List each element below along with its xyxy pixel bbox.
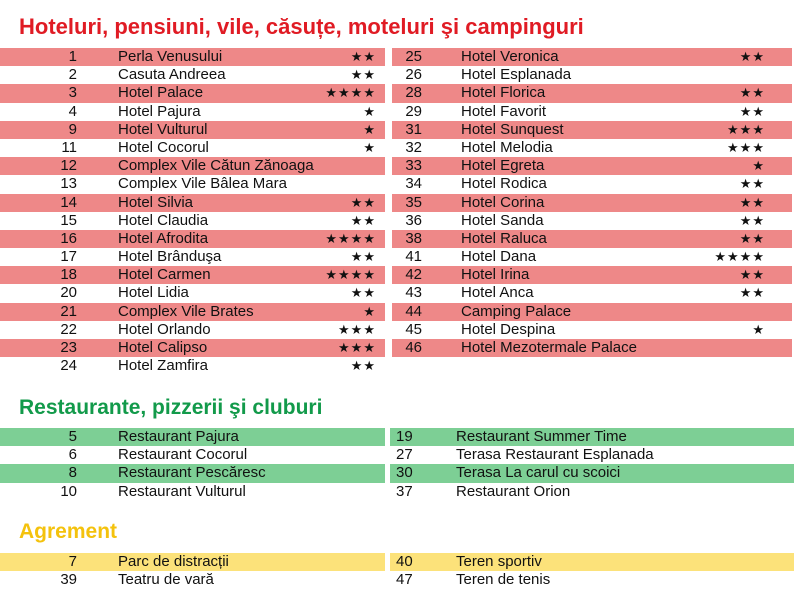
list-item	[0, 194, 385, 212]
list-item	[0, 48, 385, 66]
list-item	[0, 212, 385, 230]
item-number: 42	[405, 266, 422, 284]
list-item	[392, 66, 792, 84]
star-rating-icon: ★★	[350, 212, 376, 228]
list-item	[392, 157, 792, 175]
hotels-right-column	[392, 48, 792, 357]
star-rating-icon: ★★★	[727, 139, 765, 155]
item-name: Hotel Calipso	[118, 339, 208, 356]
item-name: Hotel Zamfira	[118, 357, 209, 375]
item-number: 31	[405, 120, 422, 138]
item-number: 44	[405, 302, 422, 320]
list-item	[0, 139, 385, 157]
star-rating-icon: ★★★★	[325, 85, 376, 101]
list-item	[0, 248, 385, 266]
item-name: Hotel Veronica	[461, 48, 559, 65]
item-name: Restaurant Orion	[456, 482, 571, 500]
item-number: 27	[396, 446, 413, 464]
item-number: 4	[68, 102, 77, 120]
star-rating-icon: ★★	[739, 103, 765, 119]
item-name: Parc de distracții	[118, 553, 229, 570]
star-rating-icon: ★★★	[338, 321, 376, 337]
list-item	[392, 48, 792, 66]
list-item	[0, 103, 385, 121]
list-item	[0, 303, 385, 321]
star-rating-icon: ★★	[739, 212, 765, 228]
item-name: Hotel Anca	[461, 284, 534, 302]
item-name: Hotel Rodica	[461, 175, 547, 193]
item-number: 46	[405, 339, 422, 356]
item-name: Hotel Corina	[461, 193, 545, 211]
list-item	[0, 175, 385, 193]
list-item	[0, 121, 385, 139]
hotels-section-title: Hoteluri, pensiuni, vile, căsuțe, moteluri şi campinguri	[19, 14, 584, 39]
list-item	[0, 339, 385, 357]
list-item	[392, 121, 792, 139]
item-number: 3	[68, 84, 77, 102]
item-number: 20	[60, 284, 77, 302]
item-number: 21	[60, 302, 77, 320]
star-rating-icon: ★★★★	[325, 230, 376, 246]
item-number: 13	[60, 175, 77, 193]
item-number: 19	[396, 428, 413, 445]
item-number: 5	[68, 428, 77, 445]
list-item	[0, 321, 385, 339]
item-name: Hotel Raluca	[461, 229, 547, 247]
star-rating-icon: ★	[363, 139, 376, 155]
item-name: Complex Vile Cătun Zănoaga	[118, 157, 314, 175]
item-number: 33	[405, 157, 422, 175]
item-name: Restaurant Pajura	[118, 428, 239, 445]
item-number: 22	[60, 320, 77, 338]
star-rating-icon: ★★	[739, 194, 765, 210]
item-name: Hotel Carmen	[118, 266, 211, 284]
item-name: Hotel Orlando	[118, 320, 211, 338]
list-item	[390, 446, 794, 464]
star-rating-icon: ★★	[739, 176, 765, 192]
item-name: Hotel Claudia	[118, 211, 209, 229]
restaurants-section-title: Restaurante, pizzerii şi cluburi	[19, 396, 323, 419]
item-number: 24	[60, 357, 77, 375]
list-item	[0, 446, 385, 464]
star-rating-icon: ★★	[739, 49, 765, 64]
item-name: Hotel Lidia	[118, 284, 189, 302]
star-rating-icon: ★★★	[338, 340, 376, 355]
list-item	[392, 175, 792, 193]
star-rating-icon: ★★	[350, 285, 376, 301]
item-number: 28	[405, 84, 422, 102]
list-item	[0, 464, 385, 482]
item-number: 34	[405, 175, 422, 193]
item-number: 11	[61, 138, 77, 156]
star-rating-icon: ★	[363, 103, 376, 119]
item-name: Complex Vile Bâlea Mara	[118, 175, 287, 193]
item-number: 1	[68, 48, 77, 65]
item-name: Hotel Mezotermale Palace	[461, 339, 637, 356]
item-name: Hotel Esplanada	[461, 66, 572, 84]
item-name: Hotel Despina	[461, 320, 556, 338]
list-item	[0, 483, 385, 501]
item-number: 2	[68, 66, 77, 84]
item-name: Teatru de vară	[118, 571, 214, 589]
list-item	[390, 464, 794, 482]
item-number: 41	[405, 248, 422, 266]
star-rating-icon: ★	[363, 121, 376, 137]
list-item	[390, 571, 794, 589]
item-name: Terasa Restaurant Esplanada	[456, 446, 654, 464]
item-name: Hotel Egreta	[461, 157, 545, 175]
item-name: Hotel Pajura	[118, 102, 201, 120]
item-number: 9	[68, 120, 77, 138]
item-number: 36	[405, 211, 422, 229]
list-item	[390, 483, 794, 501]
list-item	[392, 194, 792, 212]
list-item	[0, 428, 385, 446]
item-name: Restaurant Cocorul	[118, 446, 248, 464]
item-name: Hotel Sunquest	[461, 120, 564, 138]
item-number: 47	[396, 571, 413, 589]
star-rating-icon: ★★	[350, 49, 376, 64]
item-number: 37	[396, 482, 413, 500]
item-name: Restaurant Vulturul	[118, 482, 246, 500]
item-number: 38	[405, 229, 422, 247]
item-name: Teren sportiv	[456, 553, 542, 570]
list-item	[0, 553, 385, 571]
star-rating-icon: ★★	[350, 194, 376, 210]
item-number: 16	[60, 229, 77, 247]
list-item	[392, 339, 792, 357]
list-item	[392, 284, 792, 302]
item-number: 8	[68, 464, 77, 482]
item-name: Hotel Silvia	[118, 193, 194, 211]
list-item	[0, 157, 385, 175]
item-number: 12	[60, 157, 77, 175]
item-number: 17	[60, 248, 77, 266]
agrement-right-column	[390, 553, 794, 589]
item-name: Complex Vile Brates	[118, 302, 254, 320]
hotels-left-column	[0, 48, 385, 375]
list-item	[0, 66, 385, 84]
item-name: Hotel Brânduşa	[118, 248, 222, 266]
star-rating-icon: ★★★★	[325, 267, 376, 283]
list-item	[392, 266, 792, 284]
list-item	[390, 428, 794, 446]
list-item	[0, 266, 385, 284]
item-number: 26	[405, 66, 422, 84]
item-number: 18	[60, 266, 77, 284]
star-rating-icon: ★	[363, 303, 376, 319]
star-rating-icon: ★★	[739, 85, 765, 101]
star-rating-icon: ★★★★	[714, 249, 765, 265]
item-number: 39	[60, 571, 77, 589]
item-name: Teren de tenis	[456, 571, 551, 589]
item-name: Hotel Dana	[461, 248, 537, 266]
list-item	[390, 553, 794, 571]
list-item	[392, 230, 792, 248]
item-name: Hotel Favorit	[461, 102, 547, 120]
item-number: 29	[405, 102, 422, 120]
item-name: Terasa La carul cu scoici	[456, 464, 621, 482]
item-name: Hotel Sanda	[461, 211, 544, 229]
list-item	[392, 84, 792, 102]
item-name: Hotel Palace	[118, 84, 204, 102]
restaurants-left-column	[0, 428, 385, 501]
star-rating-icon: ★★	[350, 67, 376, 83]
star-rating-icon: ★★	[350, 358, 376, 374]
star-rating-icon: ★	[752, 321, 765, 337]
item-number: 35	[405, 193, 422, 211]
item-name: Hotel Vulturul	[118, 120, 208, 138]
list-item	[392, 248, 792, 266]
item-number: 23	[60, 339, 77, 356]
item-name: Casuta Andreea	[118, 66, 226, 84]
list-item	[392, 103, 792, 121]
item-name: Hotel Irina	[461, 266, 530, 284]
item-name: Hotel Florica	[461, 84, 546, 102]
item-number: 15	[60, 211, 77, 229]
restaurants-right-column	[390, 428, 794, 501]
item-number: 25	[405, 48, 422, 65]
item-number: 30	[396, 464, 413, 482]
list-item	[392, 303, 792, 321]
item-number: 32	[405, 138, 422, 156]
item-name: Restaurant Pescăresc	[118, 464, 266, 482]
list-item	[0, 357, 385, 375]
star-rating-icon: ★★★	[727, 121, 765, 137]
list-item	[392, 139, 792, 157]
star-rating-icon: ★★	[350, 249, 376, 265]
item-name: Camping Palace	[461, 302, 572, 320]
agrement-left-column	[0, 553, 385, 589]
item-name: Restaurant Summer Time	[456, 428, 627, 445]
item-name: Hotel Cocorul	[118, 138, 209, 156]
star-rating-icon: ★★	[739, 230, 765, 246]
agrement-section-title: Agrement	[19, 520, 118, 543]
item-number: 14	[60, 193, 77, 211]
item-number: 6	[68, 446, 77, 464]
item-name: Hotel Melodia	[461, 138, 553, 156]
list-item	[392, 321, 792, 339]
list-item	[0, 284, 385, 302]
item-number: 43	[405, 284, 422, 302]
item-name: Perla Venusului	[118, 48, 223, 65]
list-item	[0, 571, 385, 589]
star-rating-icon: ★	[752, 158, 765, 174]
list-item	[0, 230, 385, 248]
item-name: Hotel Afrodita	[118, 229, 209, 247]
star-rating-icon: ★★	[739, 285, 765, 301]
item-number: 7	[68, 553, 77, 570]
item-number: 40	[396, 553, 413, 570]
list-item	[0, 84, 385, 102]
item-number: 45	[405, 320, 422, 338]
star-rating-icon: ★★	[739, 267, 765, 283]
list-item	[392, 212, 792, 230]
item-number: 10	[60, 482, 77, 500]
